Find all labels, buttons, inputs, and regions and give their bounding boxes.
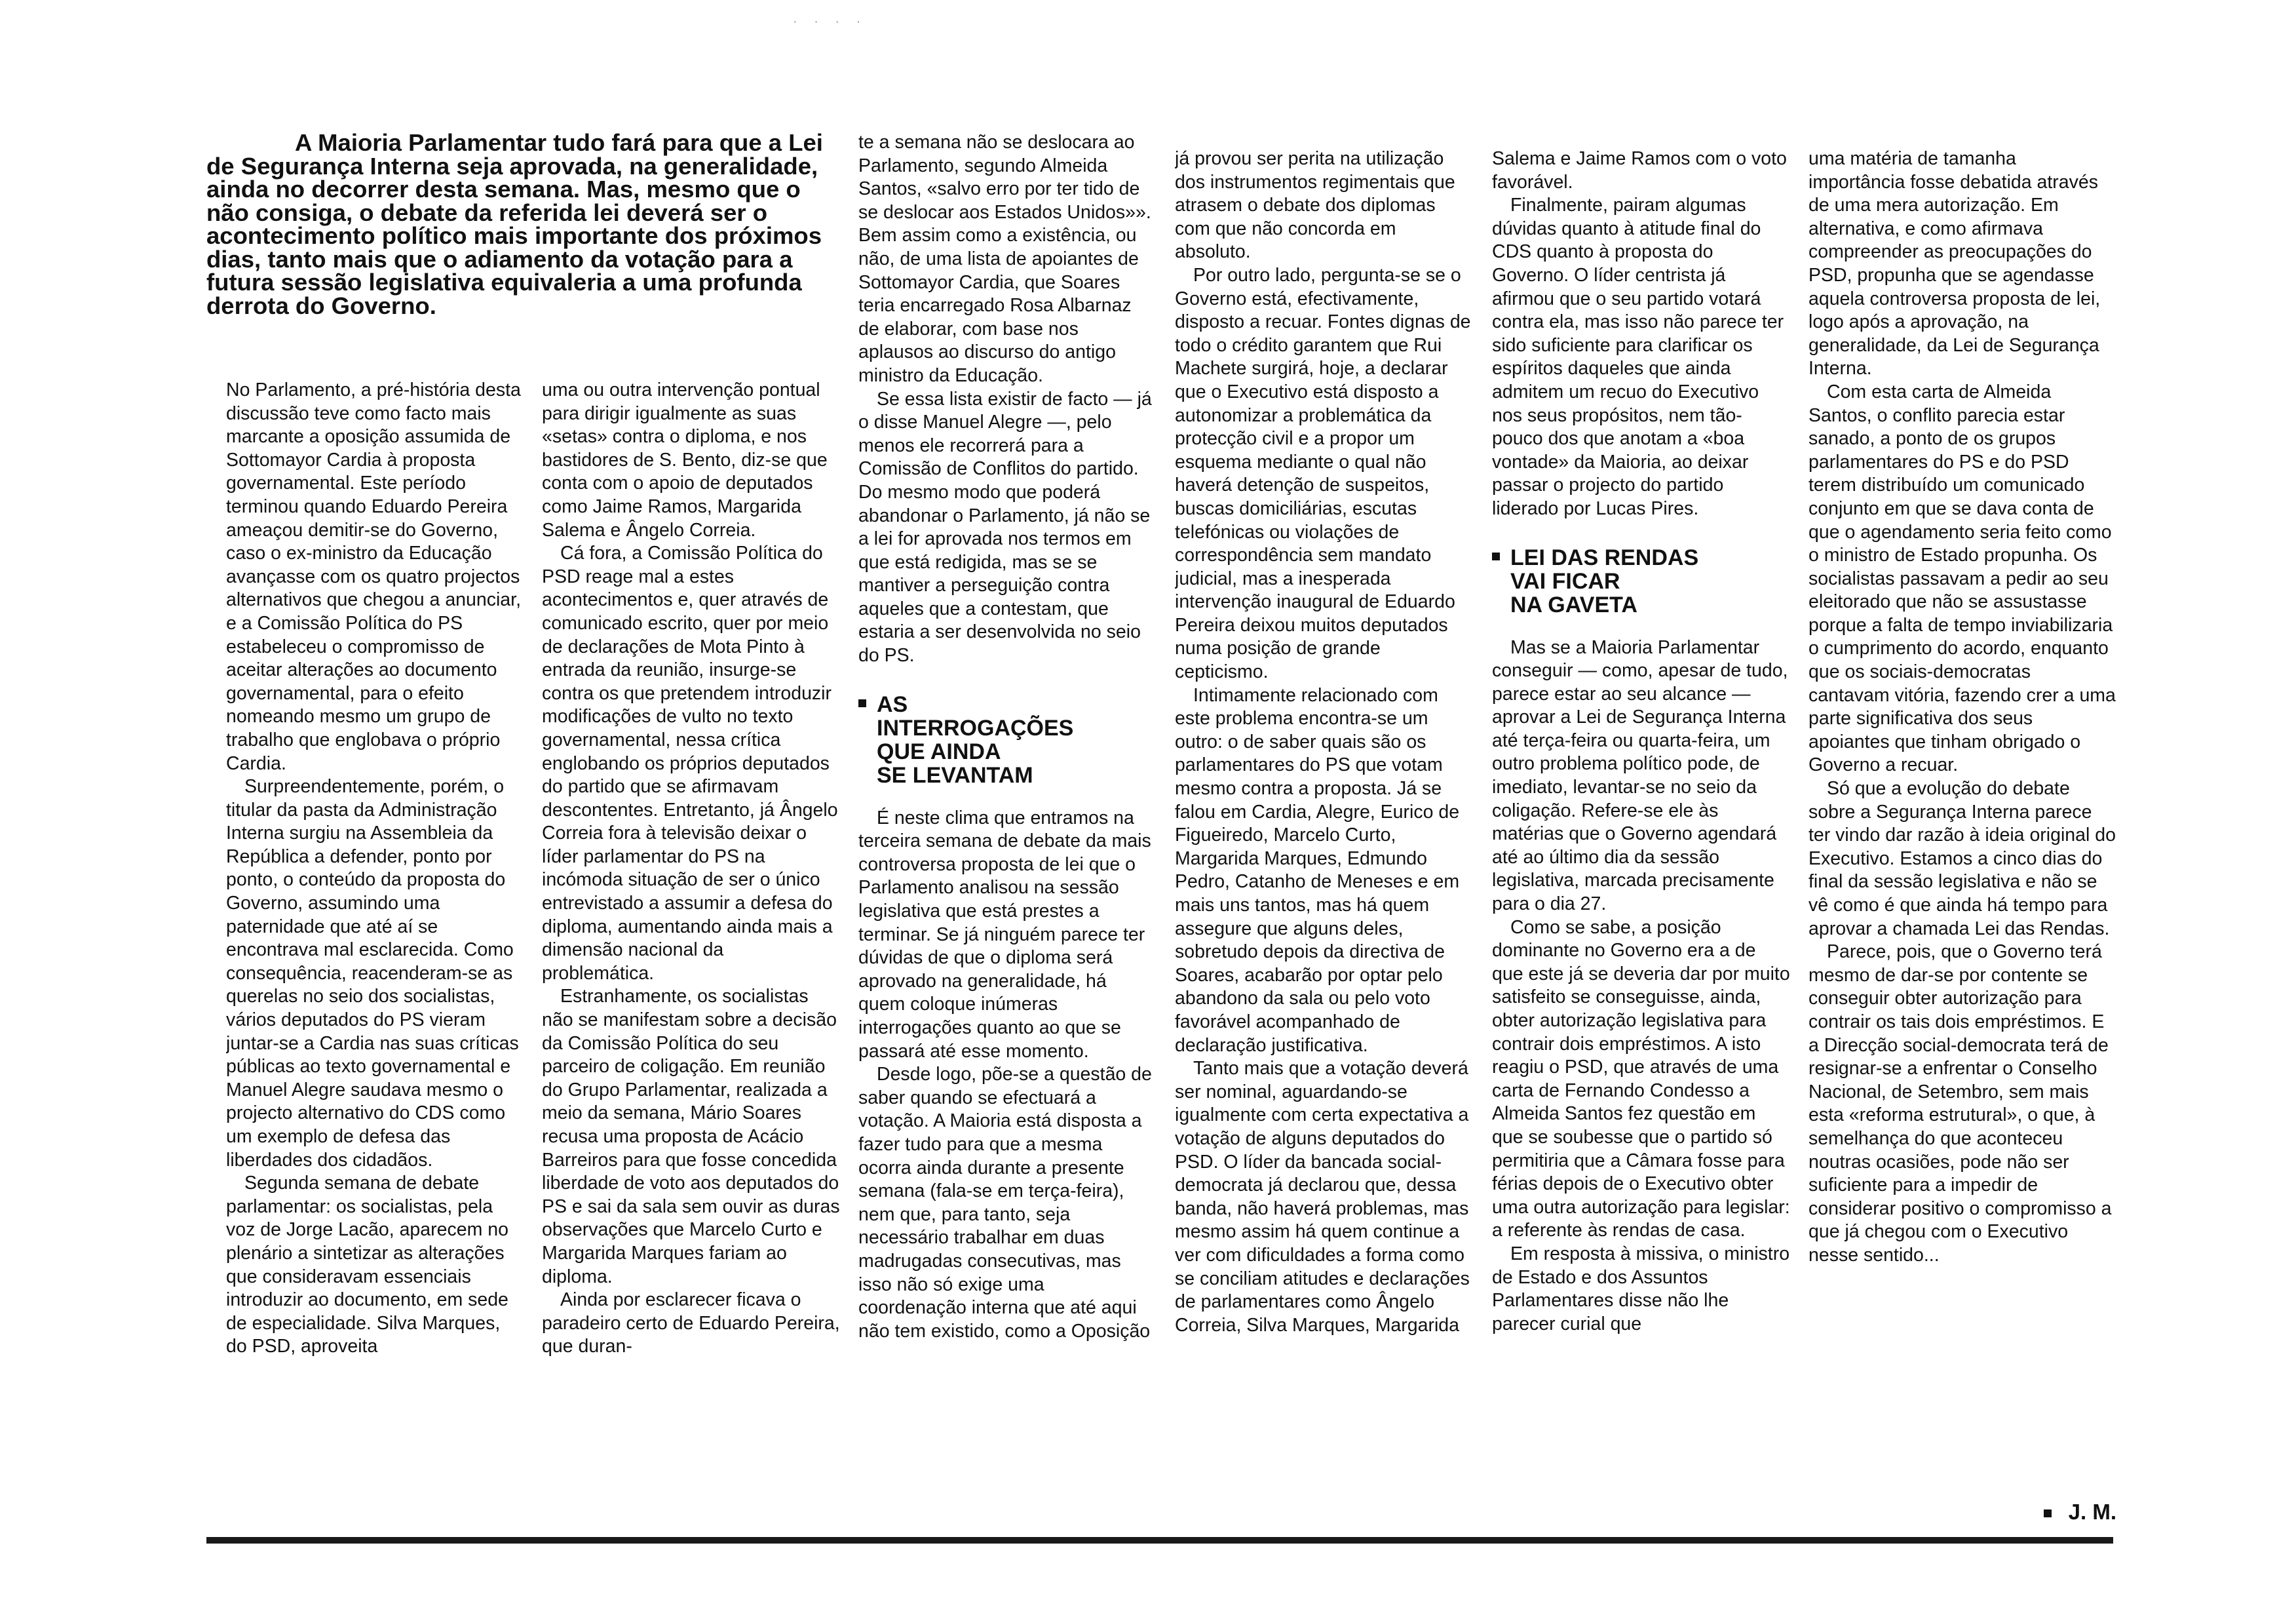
bottom-rule bbox=[206, 1537, 2113, 1544]
paragraph: Como se sabe, a posição dominante no Governo era a de que este já se deveria dar por muito satisfeito se conseguisse, ainda, obter autorização legislativa para contrair dois empréstimos. A isto reagiu o PSD, que através de uma carta de Fernando Condesso a Almeida Santos fez questão em que se soubesse que o partido só permitiria que a Câmara fosse para férias depois de o Executivo obter uma outra autorização para legislar: a referente às rendas de casa. bbox=[1492, 916, 1790, 1241]
column-5 bbox=[1492, 147, 1790, 1534]
paragraph: uma ou outra intervenção pontual para dirigir igualmente as suas «setas» contra o diploma, e nos bastidores de S. Bento, diz-se que conta com o apoio de deputados como Jaime Ramos, Margarida Salema e Ângelo Correia. bbox=[542, 379, 828, 541]
author-signature: J. M. bbox=[2044, 1500, 2116, 1524]
column-3 bbox=[858, 131, 1157, 1534]
newspaper-article bbox=[206, 131, 2126, 1534]
paragraph: Estranhamente, os socialistas não se manifestam sobre a decisão da Comissão Política do seu parceiro de coligação. Em reunião do Grupo Parlamentar, realizada a meio da semana, Mário Soares recusa uma proposta de Acácio Barreiros para que fosse concedida liberdade de voto aos deputados do PS e sai da sala sem ouvir as duras observações que Marcelo Curto e Margarida Marques fariam ao diploma. bbox=[542, 986, 840, 1287]
paragraph: te a semana não se deslocara ao Parlamento, segundo Almeida Santos, «salvo erro por ter tido de se deslocar aos Estados Unidos»». Bem assim como a existência, ou não, de uma lista de apoiantes de Sottomayor Cardia, que Soares teria encarregado Rosa Albarnaz de elaborar, com base nos aplausos ao discurso do antigo ministro da Educação. bbox=[858, 132, 1151, 386]
paragraph: Salema e Jaime Ramos com o voto favorável. bbox=[1492, 148, 1787, 193]
column-4 bbox=[1175, 147, 1473, 1534]
subheading-interrogacoes: AS INTERROGAÇÕES QUE AINDA SE LEVANTAM bbox=[858, 693, 1157, 787]
paragraph: Parece, pois, que o Governo terá mesmo de dar-se por contente se conseguir obter autorização para contrair os tais dois empréstimos. E a Direcção social-democrata terá de resignar-se a enfrentar o Conselho Nacional, de Setembro, sem mais esta «reforma estrutural», o que, à semelhança do que aconteceu noutras ocasiões, pode não ser suficiente para a impedir de considerar positivo o compromisso a que já chegou com o Executivo nesse sentido... bbox=[1808, 941, 2112, 1266]
paragraph: No Parlamento, a pré-história desta discussão teve como facto mais marcante a oposição assumida de Sottomayor Cardia à proposta governamental. Este período terminou quando Eduardo Pereira ameaçou demitir-se do Governo, caso o ex-ministro da Educação avançasse com os quatro projectos alternativos que chegou a anunciar, e a Comissão Política do PS estabeleceu o compromisso de aceitar alterações ao documento governamental, para o efeito nomeando mesmo um grupo de trabalho que englobava o próprio Cardia. bbox=[226, 379, 521, 774]
paragraph: Segunda semana de debate parlamentar: os socialistas, pela voz de Jorge Lacão, aparecem no plenário a sintetizar as alterações que consideravam essenciais introduzir ao documento, em sede de especialidade. Silva Marques, do PSD, aproveita bbox=[226, 1173, 508, 1357]
paragraph: Surpreendentemente, porém, o titular da pasta da Administração Interna surgiu na Assembleia da República a defender, ponto por ponto, o conteúdo da proposta do Governo, assumindo uma paternidade que até aí se encontrava mal esclarecida. Como consequência, reacenderam-se as querelas no seio dos socialistas, vários deputados do PS vieram juntar-se a Cardia nas suas críticas públicas ao texto governamental e Manuel Alegre saudava mesmo o projecto alternativo do CDS como um exemplo de defesa das liberdades dos cidadãos. bbox=[226, 776, 519, 1171]
column-2 bbox=[542, 379, 840, 1359]
subheading-lei-das-rendas: LEI DAS RENDAS VAI FICAR NA GAVETA bbox=[1492, 546, 1790, 617]
paragraph: É neste clima que entramos na terceira semana de debate da mais controversa proposta de lei que o Parlamento analisou na sessão legislativa que está prestes a terminar. Se já ninguém parece ter dúvidas de que o diploma será aprovado na generalidade, há quem coloque inúmeras interrogações quanto ao que se passará até esse momento. bbox=[858, 807, 1151, 1062]
paragraph: Com esta carta de Almeida Santos, o conflito parecia estar sanado, a ponto de os grupos parlamentares do PS e do PSD terem distribuído um comunicado conjunto em que se dava conta de que o agendamento seria feito como o ministro de Estado propunha. Os socialistas passavam a pedir ao seu eleitorado que não se assustasse porque a falta de tempo inviabilizaria o cumprimento do acordo, enquanto que os sociais-democratas cantavam vitória, fazendo crer a uma parte significativa dos seus apoiantes que tinham obrigado o Governo a recuar. bbox=[1808, 381, 2116, 776]
bullet-square-icon bbox=[858, 699, 866, 707]
paragraph: Cá fora, a Comissão Política do PSD reage mal a estes acontecimentos e, quer através de comunicado escrito, quer por meio de declarações de Mota Pinto à entrada da reunião, insurge-se contra os que pretendem introduzir modificações de vulto no texto governamental, nessa crítica englobando os próprios deputados do partido que se afirmavam descontentes. Entretanto, já Ângelo Correia fora à televisão deixar o líder parlamentar do PS na incómoda situação de ser o único entrevistado a assumir a defesa do diploma, aumentando ainda mais a dimensão nacional da problemática. bbox=[542, 543, 838, 984]
paragraph: Ainda por esclarecer ficava o paradeiro certo de Eduardo Pereira, que duran- bbox=[542, 1289, 840, 1357]
end-mark-square-icon bbox=[2044, 1509, 2052, 1517]
paragraph: Só que a evolução do debate sobre a Segurança Interna parece ter vindo dar razão à ideia original do Executivo. Estamos a cinco dias do final da sessão legislativa e não se vê como é que ainda há tempo para aprovar a chamada Lei das Rendas. bbox=[1808, 778, 2116, 939]
paragraph: Desde logo, põe-se a questão de saber quando se efectuará a votação. A Maioria está disposta a fazer tudo para que a mesma ocorra ainda durante a presente semana (fala-se em terça-feira), nem que, para tanto, seja necessário trabalhar em duas madrugadas consecutivas, mas isso não só exige uma coordenação interna que até aqui não tem existido, como a Oposição bbox=[858, 1064, 1152, 1342]
paragraph: Mas se a Maioria Parlamentar conseguir — como, apesar de tudo, parece estar ao seu alcance — aprovar a Lei de Segurança Interna até terça-feira ou quarta-feira, um outro problema político pode, de imediato, levantar-se no seio da coligação. Refere-se ele às matérias que o Governo agendará até ao último dia da sessão legislativa, marcada precisamente para o dia 27. bbox=[1492, 636, 1788, 915]
article-lead: A Maioria Parlamentar tudo fará para que a Lei de Segurança Interna seja aprovada, na generalidade, ainda no decorrer desta semana. Mas, mesmo que o não consiga, o debate da referida lei deverá ser o acontecimento político mais importante dos próximos dias, tanto mais que o adiamento da votação para a futura sessão legislativa equivaleria a uma profunda derrota do Governo. bbox=[206, 129, 823, 319]
column-6 bbox=[1808, 147, 2116, 1524]
paragraph: Se essa lista existir de facto — já o disse Manuel Alegre —, pelo menos ele recorrerá para a Comissão de Conflitos do partido. Do mesmo modo que poderá abandonar o Parlamento, já não se a lei for aprovada nos termos em que está redigida, mas se se mantiver a perseguição contra aqueles que a contestam, que estaria a ser desenvolvida no seio do PS. bbox=[858, 388, 1152, 667]
paragraph: Tanto mais que a votação deverá ser nominal, aguardando-se igualmente com certa expectativa a votação de alguns deputados do PSD. O líder da bancada social-democrata já declarou que, dessa banda, não haverá problemas, mas mesmo assim há quem continue a ver com dificuldades a forma como se conciliam atitudes e declarações de parlamentares como Ângelo Correia, Silva Marques, Margarida bbox=[1175, 1058, 1470, 1336]
paragraph: Intimamente relacionado com este problema encontra-se um outro: o de saber quais são os parlamentares do PS que votam mesmo contra a proposta. Já se falou em Cardia, Alegre, Eurico de Figueiredo, Marcelo Curto, Margarida Marques, Edmundo Pedro, Catanho de Meneses e em mais uns tantos, mas há quem assegure que alguns deles, sobretudo depois da directiva de Soares, acabarão por optar pelo abandono da sala ou pelo voto favorável acompanhado de declaração justificativa. bbox=[1175, 684, 1460, 1056]
paragraph: Por outro lado, pergunta-se se o Governo está, efectivamente, disposto a recuar. Fontes dignas de todo o crédito garantem que Rui Machete surgirá, hoje, a declarar que o Executivo está disposto a autonomizar a problemática da protecção civil e a propor um esquema mediante o qual não haverá detenção de suspeitos, buscas domiciliárias, escutas telefónicas ou violações de correspondência sem mandato judicial, mas a inesperada intervenção inaugural de Eduardo Pereira deixou muitos deputados numa posição de grande cepticismo. bbox=[1175, 264, 1471, 683]
paragraph: uma matéria de tamanha importância fosse debatida através de uma mera autorização. Em alternativa, e como afirmava compreender as preocupações do PSD, propunha que se agendasse aquela controversa proposta de lei, logo após a aprovação, na generalidade, da Lei de Segurança Interna. bbox=[1808, 148, 2101, 379]
paragraph: Em resposta à missiva, o ministro de Estado e dos Assuntos Parlamentares disse não lhe parecer curial que bbox=[1492, 1243, 1790, 1334]
scan-noise-marks: · · · · bbox=[793, 14, 868, 29]
column-1 bbox=[226, 379, 524, 1359]
paragraph: Finalmente, pairam algumas dúvidas quanto à atitude final do CDS quanto à proposta do Governo. O líder centrista já afirmou que o seu partido votará contra ela, mas isso não parece ter sido suficiente para clarificar os espíritos daqueles que ainda admitem um recuo do Executivo nos seus propósitos, nem tão-pouco dos que anotam a «boa vontade» da Maioria, ao deixar passar o projecto do partido liderado por Lucas Pires. bbox=[1492, 195, 1784, 519]
bullet-square-icon bbox=[1492, 553, 1500, 560]
paragraph: já provou ser perita na utilização dos instrumentos regimentais que atrasem o debate dos diplomas com que não concorda em absoluto. bbox=[1175, 148, 1455, 263]
